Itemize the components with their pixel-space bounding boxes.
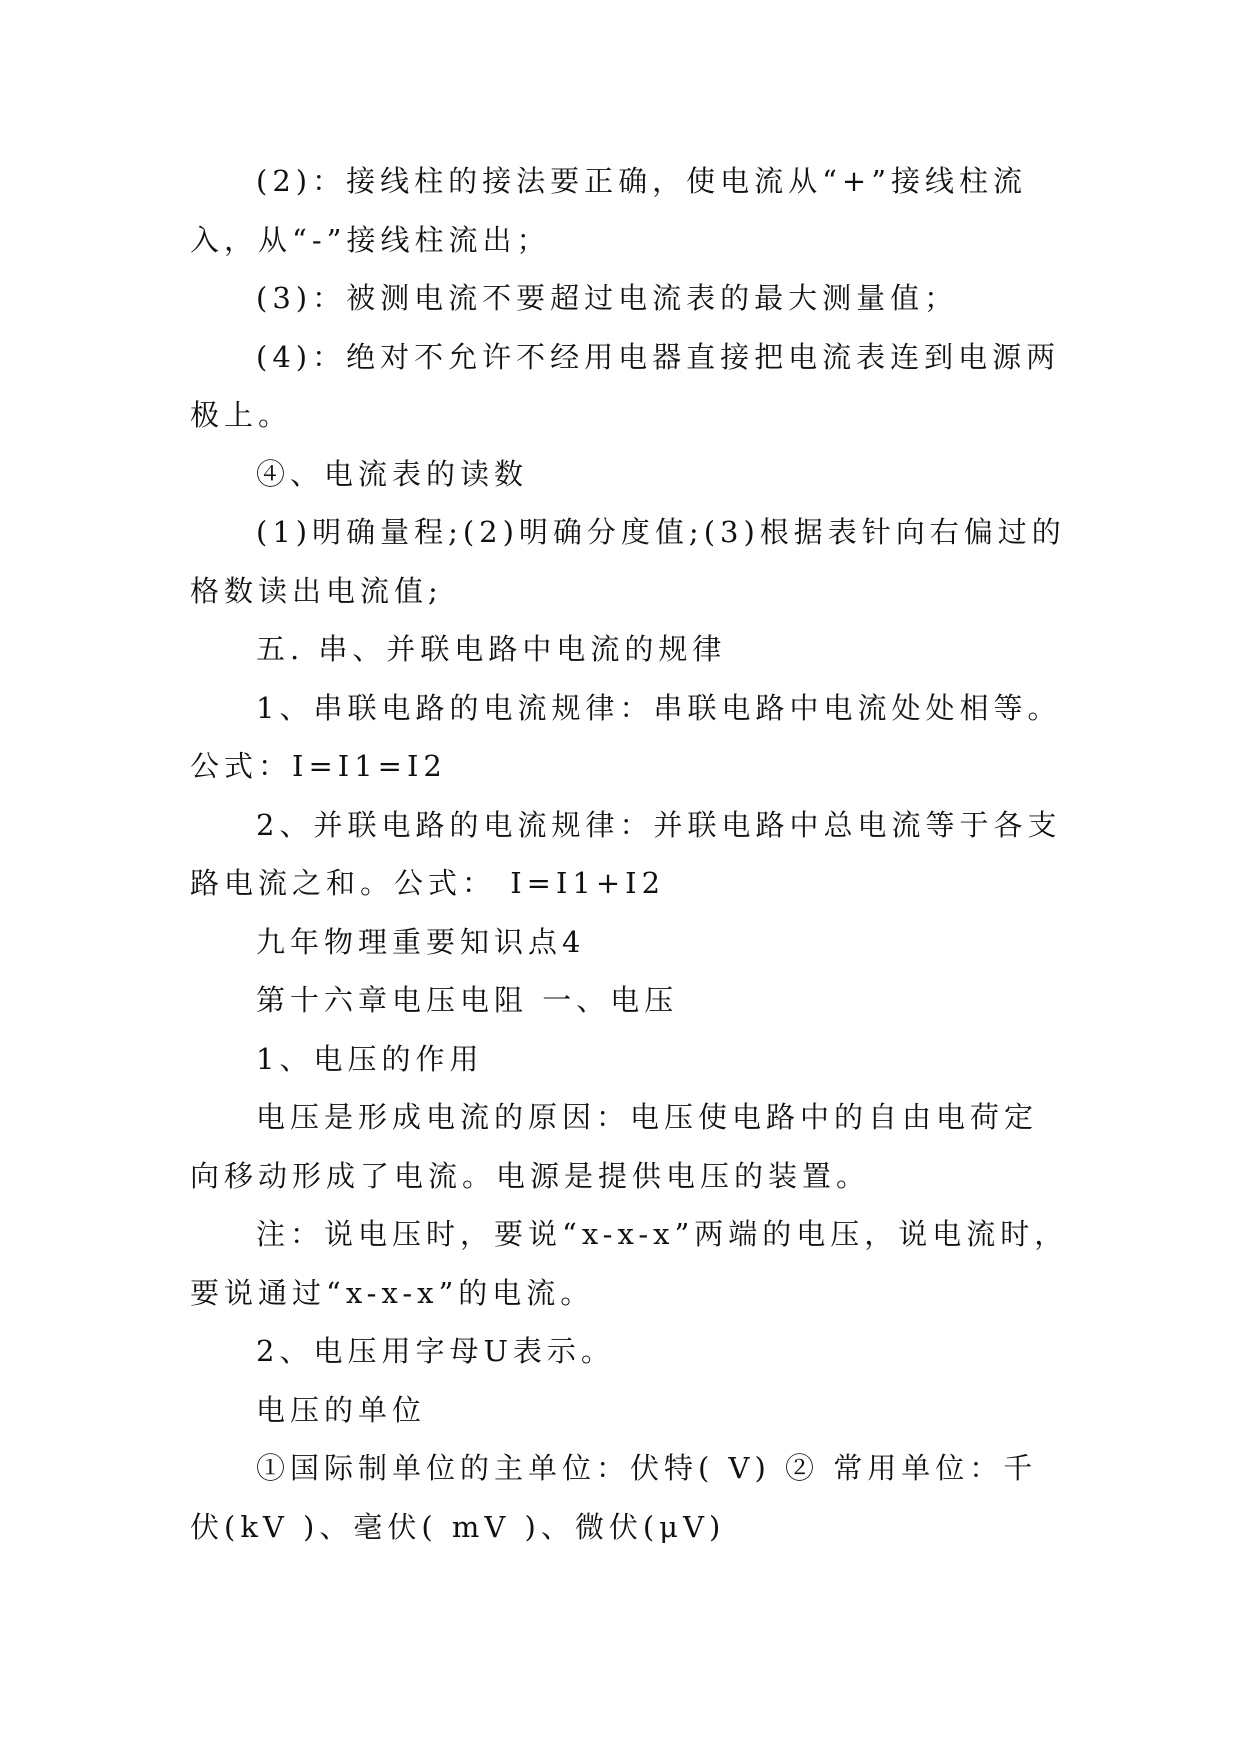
paragraph-parallel-current-rule: 2、并联电路的电流规律：并联电路中总电流等于各支路电流之和。公式： I=I1+I2 [190,807,1062,900]
heading-voltage-function: 1、电压的作用 [256,1041,484,1076]
paragraph-voltage-units: ①国际制单位的主单位：伏特( V) ② 常用单位：千伏(kV )、毫伏( mV )、微伏(μV) [190,1451,1038,1544]
paragraph-no-direct-connection: (4)：绝对不允许不经用电器直接把电流表连到电源两极上。 [190,339,1061,432]
heading-chapter-16: 第十六章电压电阻 一、电压 [256,983,679,1017]
paragraph-ammeter-terminals: (2)：接线柱的接法要正确，使电流从“+”接线柱流入，从“-”接线柱流出； [190,164,1028,257]
paragraph-max-current: (3)：被测电流不要超过电流表的最大测量值； [256,281,959,315]
paragraph-ammeter-reading-heading: ④、电流表的读数 [256,456,529,491]
paragraph-series-current-rule: 1、串联电路的电流规律：串联电路中电流处处相等。公式：I=I1=I2 [190,690,1062,783]
heading-voltage-units: 电压的单位 [256,1392,427,1427]
document-body [190,152,1070,1556]
paragraph-voltage-note: 注：说电压时，要说“x-x-x”两端的电压，说电流时，要说通过“x-x-x”的电流。 [190,1217,1069,1310]
paragraph-voltage-cause: 电压是形成电流的原因：电压使电路中的自由电荷定向移动形成了电流。电源是提供电压的装置。 [190,1100,1039,1193]
paragraph-ammeter-reading-steps: (1)明确量程;(2)明确分度值;(3)根据表针向右偏过的格数读出电流值; [190,515,1066,608]
heading-knowledge-point-4: 九年物理重要知识点4 [256,924,586,959]
section-heading-current-rules: 五. 串、并联电路中电流的规律 [256,632,727,666]
paragraph-voltage-symbol: 2、电压用字母U表示。 [256,1334,615,1368]
